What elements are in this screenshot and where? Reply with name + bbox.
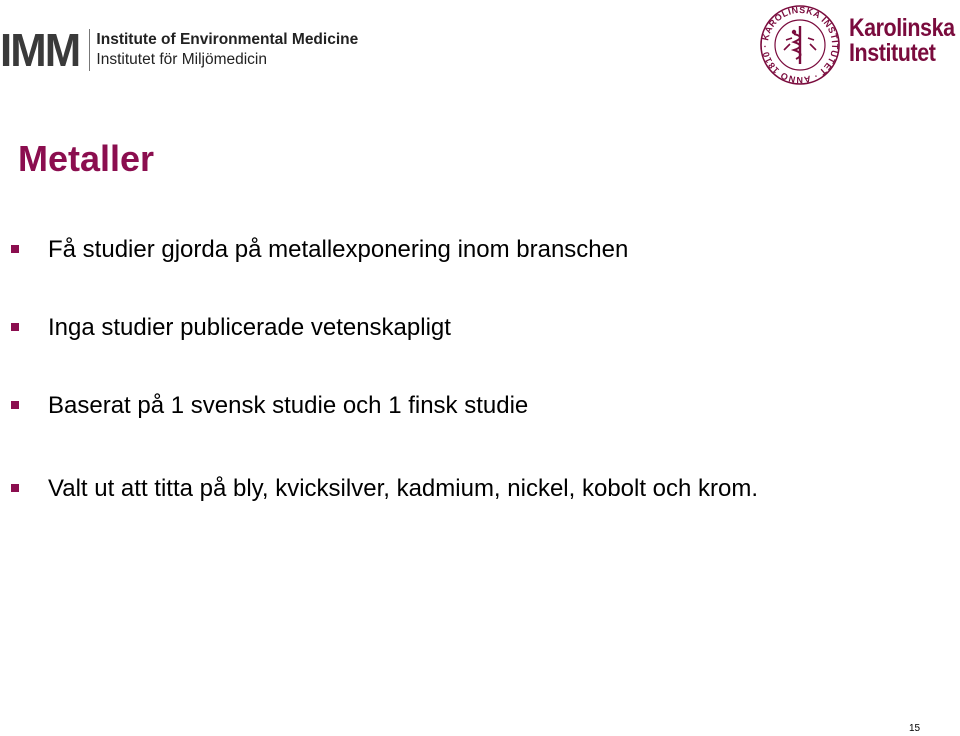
logo-divider [89,29,90,71]
bullet-text: Få studier gjorda på metallexponering inom branschen [48,236,629,263]
bullet-item [48,472,848,506]
imm-logo [0,24,359,76]
institute-name-sv: Institutet för Miljömedicin [96,51,267,68]
bullet-text: Inga studier publicerade vetenskapligt [48,314,451,341]
karolinska-wordmark-line1: Karolinska [849,14,955,42]
karolinska-wordmark [849,16,955,66]
square-bullet-icon [11,245,19,253]
karolinska-seal-icon [754,4,846,86]
bullet-text: Baserat på 1 svensk studie och 1 finsk studie [48,392,529,419]
square-bullet-icon [11,401,19,409]
bullet-text: Valt ut att titta på bly, kvicksilver, kadmium, nickel, kobolt och krom. [48,475,759,502]
bullet-item [48,311,928,345]
square-bullet-icon [11,323,19,331]
slide-title: Metaller [18,138,155,179]
karolinska-wordmark-line2: Institutet [849,39,936,67]
institute-name-en: Institute of Environmental Medicine [96,31,359,48]
bullet-item [48,233,928,267]
imm-logo-mark: IMM [0,24,80,76]
bullet-item [48,389,928,423]
page-number: 15 [909,723,921,734]
karolinska-logo [754,4,954,86]
seal-text: KAROLINSKA INSTITUTET · ANNO 1810 · [759,4,841,86]
institute-name [96,30,358,70]
square-bullet-icon [11,484,19,492]
